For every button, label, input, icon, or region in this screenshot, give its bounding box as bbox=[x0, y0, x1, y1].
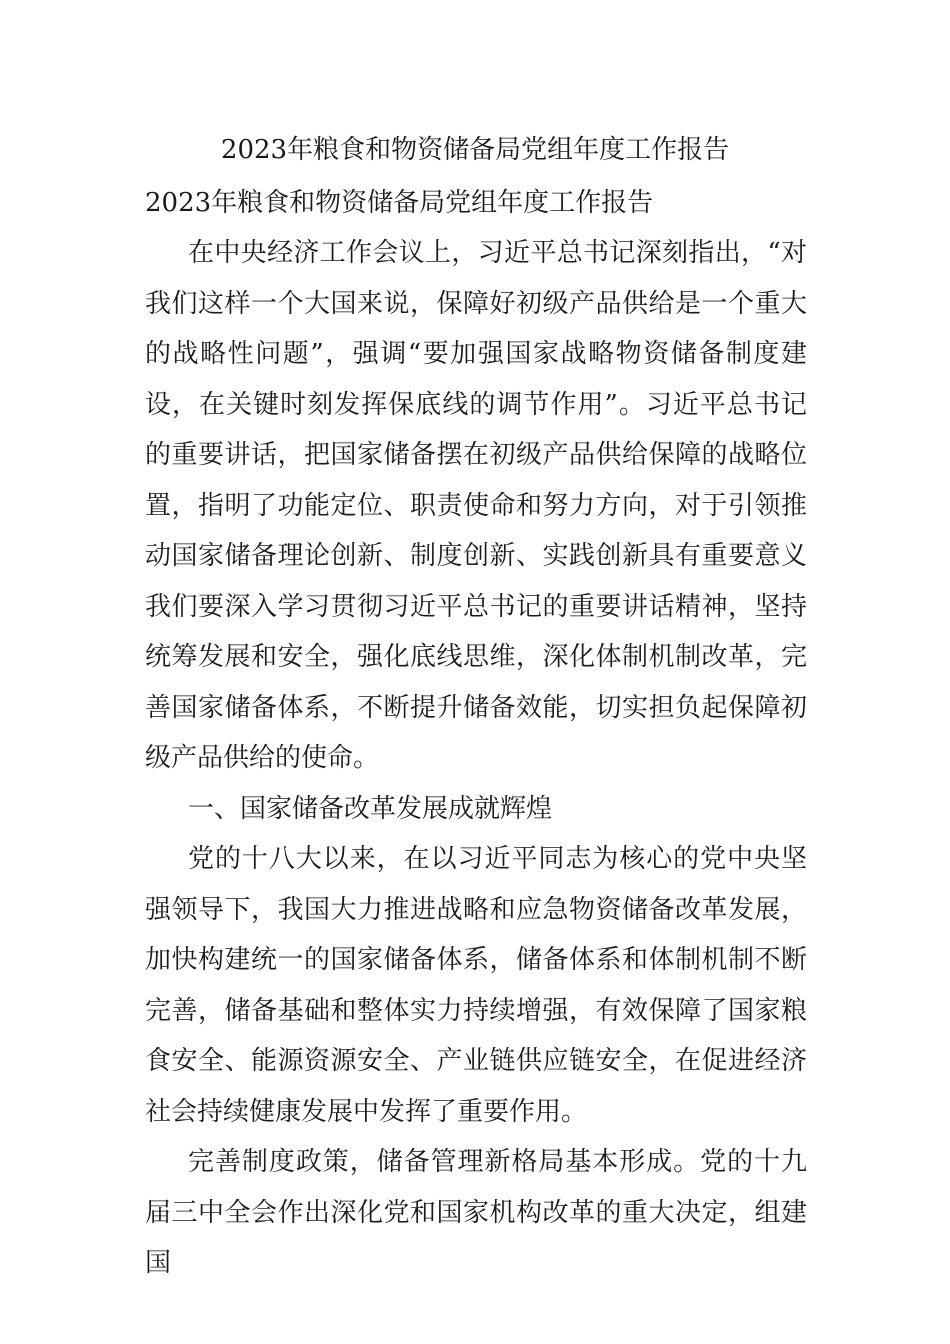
document-body bbox=[145, 178, 807, 1289]
section-heading: 一、国家储备改革发展成就辉煌 bbox=[188, 793, 553, 824]
section-paragraph-2: 完善制度政策，储备管理新格局基本形成。党的十九届三中全会作出深化党和国家机构改革的重大决定，组建国 bbox=[145, 1147, 807, 1278]
document-title: 2023年粮食和物资储备局党组年度工作报告 bbox=[220, 135, 730, 165]
section-paragraph-1: 党的十八大以来，在以习近平同志为核心的党中央坚强领导下，我国大力推进战略和应急物资储备改革发展，加快构建统一的国家储备体系，储备体系和体制机制不断完善，储备基础和整体实力持续增强，有效保障了国家粮食安全、能源资源安全、产业链供应链安全，在促进经济社会持续健康发展中发挥了重要作用。 bbox=[145, 844, 807, 1127]
document-subtitle: 2023年粮食和物资储备局党组年度工作报告 bbox=[145, 188, 654, 218]
intro-paragraph: 在中央经济工作会议上，习近平总书记深刻指出，“对我们这样一个大国来说，保障好初级产品供给是一个重大的战略性问题”，强调“要加强国家战略物资储备制度建设，在关键时刻发挥保底线的调节作用”。习近平总书记的重要讲话，把国家储备摆在初级产品供给保障的战略位置，指明了功能定位、职责使命和努力方向，对于引领推动国家储备理论创新、制度创新、实践创新具有重要意义我们要深入学习贯彻习近平总书记的重要讲话精神，坚持统筹发展和安全，强化底线思维，深化体制机制改革，完善国家储备体系，不断提升储备效能，切实担负起保障初级产品供给的使命。 bbox=[145, 238, 807, 773]
